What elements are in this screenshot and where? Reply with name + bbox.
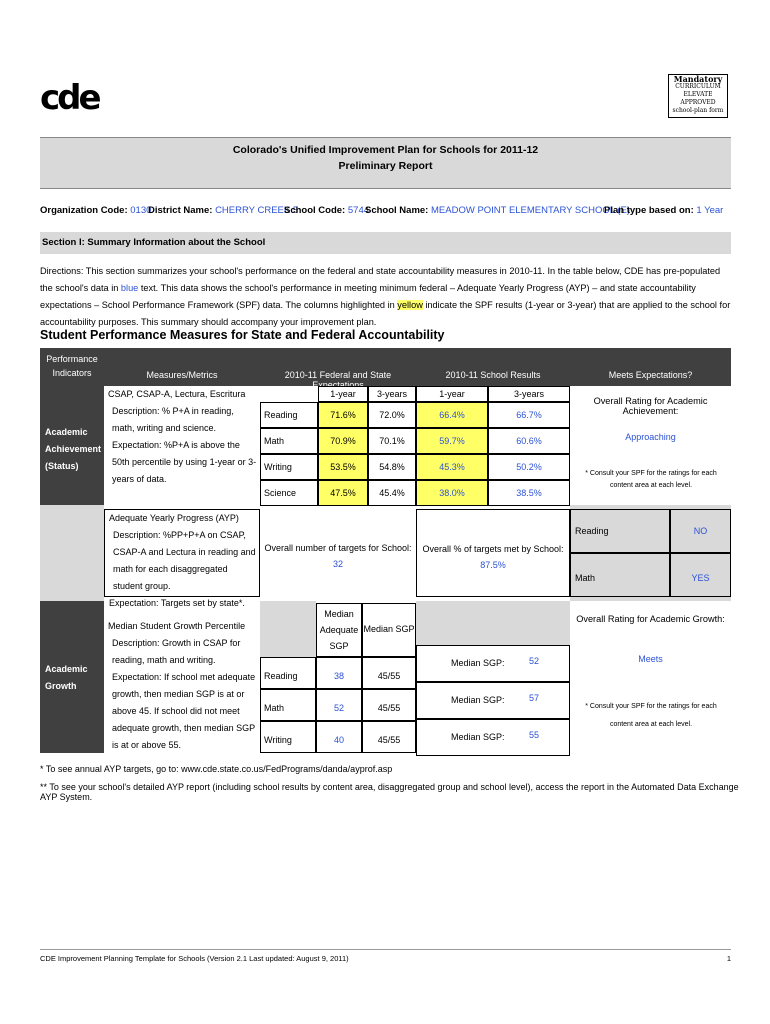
- stamp-line2: CURRICULUM: [675, 83, 721, 90]
- growth-median-math: 45/55: [362, 689, 416, 721]
- directions-part3: indicate the SPF results (1-year or 3-year) that are applied to the school for accountability purposes. This summary should accompany your improvement plan.: [40, 300, 731, 327]
- growth-label: Academic Growth: [40, 601, 104, 753]
- directions-blue-word: blue: [120, 283, 139, 293]
- achievement-label: Academic Achievement (Status): [40, 386, 104, 505]
- header-meets: Meets Expectations?: [570, 348, 731, 386]
- growth-result-math: [416, 682, 570, 719]
- plan-type: [604, 205, 723, 216]
- achievement-m1: CSAP, CSAP-A, Lectura, Escritura: [108, 389, 246, 399]
- achievement-overall-rating: Approaching: [625, 432, 676, 442]
- achievement-fed-3yr-reading: 72.0%: [368, 402, 416, 428]
- achievement-res-3yr-math: 60.6%: [488, 428, 570, 454]
- stamp-line3: ELEVATE APPROVED: [680, 91, 716, 106]
- achievement-subject-math: Math: [260, 428, 318, 454]
- plan-type-value: 1 Year: [696, 205, 724, 216]
- growth-result-value: 57: [529, 693, 540, 703]
- achievement-fed-3yr-writing: 54.8%: [368, 454, 416, 480]
- ayp-targets: [262, 540, 414, 572]
- res-1yr-header: 1-year: [416, 386, 488, 402]
- growth-median-reading: 45/55: [362, 657, 416, 689]
- achievement-subject-writing: Writing: [260, 454, 318, 480]
- ayp-measures: [104, 509, 260, 608]
- fed-1yr-header: 1-year: [318, 386, 368, 402]
- ayp-math-label: Math: [570, 553, 670, 597]
- district-label: District Name:: [148, 205, 213, 216]
- ayp-math-value: YES: [670, 553, 731, 597]
- ayp-percent: [416, 509, 570, 597]
- achievement-fed-3yr-math: 70.1%: [368, 428, 416, 454]
- school-name-label: School Name:: [365, 205, 429, 216]
- ayp-percent-label: Overall % of targets met by School:: [422, 544, 564, 554]
- achievement-fed-1yr-science: 47.5%: [318, 480, 368, 506]
- achievement-fed-3yr-science: 45.4%: [368, 480, 416, 506]
- growth-median-writing: 45/55: [362, 721, 416, 753]
- section-heading: Section I: Summary Information about the School: [40, 232, 731, 254]
- school-code-label: School Code:: [284, 205, 346, 216]
- achievement-res-3yr-reading: 66.7%: [488, 402, 570, 428]
- achievement-res-1yr-science: 38.0%: [416, 480, 488, 506]
- achievement-res-1yr-writing: 45.3%: [416, 454, 488, 480]
- ayp-reading-label: Reading: [570, 509, 670, 553]
- directions-part1: Directions: This section summarizes your school's performance on the federal and state accountability measures in 2010-11. In the table below, CDE has pre-populated the school's data in: [40, 266, 721, 293]
- district-value: CHERRY CREEK 5: [215, 205, 299, 216]
- growth-overall-rating: Meets: [638, 654, 663, 664]
- ayp-m1: Adequate Yearly Progress (AYP): [109, 513, 239, 523]
- school-name-value: MEADOW POINT ELEMENTARY SCHOOL (E): [431, 205, 631, 216]
- directions-text: [40, 263, 734, 331]
- growth-m3: Expectation: If school met adequate growth, then median SGP is at or above 45. If school did not meet adequate growth, then median SGP is at or above 55.: [112, 672, 256, 750]
- plan-type-label: Plan type based on:: [604, 205, 694, 216]
- header-indicators: Performance Indicators: [40, 348, 104, 386]
- achievement-overall-label: Overall Rating for Academic Achievement:: [593, 396, 708, 416]
- title-line1: Colorado's Unified Improvement Plan for Schools for 2011-12: [232, 144, 539, 156]
- header-federal: 2010-11 Federal and State Expectations: [260, 348, 416, 386]
- achievement-subject-reading: Reading: [260, 402, 318, 428]
- achievement-spf-note: * Consult your SPF for the ratings for each content area at each level.: [585, 470, 717, 489]
- header-results: 2010-11 School Results: [416, 348, 570, 386]
- growth-adequate-reading: 38: [316, 657, 362, 689]
- org-code: [40, 205, 151, 216]
- growth-spf-note: * Consult your SPF for the ratings for each content area at each level.: [585, 703, 717, 728]
- growth-result-reading: [416, 645, 570, 682]
- achievement-measures: [108, 386, 258, 488]
- growth-result-value: 55: [529, 730, 540, 740]
- footer-text: CDE Improvement Planning Template for Schools (Version 2.1 Last updated: August 9, 2011): [40, 954, 349, 963]
- directions-part2: text. This data shows the school's performance in meeting minimum federal – Adequate Yearly Progress (AYP) – and state accountability expectations – School Performance Framework (SPF) data. The columns highlighted in: [40, 283, 696, 310]
- directions-yellow-word: yellow: [397, 300, 423, 310]
- growth-m2: Description: Growth in CSAP for reading, math and writing.: [112, 638, 241, 665]
- achievement-res-3yr-science: 38.5%: [488, 480, 570, 506]
- growth-results-blank: [416, 601, 570, 645]
- growth-result-label: Median SGP:: [451, 732, 505, 742]
- ayp-percent-value: 87.5%: [480, 560, 506, 570]
- ayp-reading-value: NO: [670, 509, 731, 553]
- ayp-m3: Expectation: Targets set by state*.: [109, 598, 245, 608]
- achievement-m3: Expectation: %P+A is above the 50th percentile by using 1-year or 3-years of data.: [112, 440, 257, 484]
- org-code-value: 0130: [130, 205, 152, 216]
- title-line2: Preliminary Report: [338, 160, 433, 172]
- ayp-targets-label: Overall number of targets for School:: [264, 543, 412, 553]
- footer: [40, 949, 731, 963]
- growth-measures: [108, 618, 260, 754]
- growth-subject-writing: Writing: [260, 721, 316, 753]
- fed-3yr-header: 3-years: [368, 386, 416, 402]
- achievement-m2: Description: % P+A in reading, math, writing and science.: [112, 406, 234, 433]
- title-bar: [40, 137, 731, 189]
- achievement-res-1yr-math: 59.7%: [416, 428, 488, 454]
- stamp-line4: school-plan form: [672, 107, 724, 114]
- page-number: 1: [726, 954, 731, 963]
- ayp-targets-value: 32: [332, 559, 343, 569]
- growth-header-blank: [260, 601, 316, 657]
- ayp-m2: Description: %PP+P+A on CSAP, CSAP-A and Lectura in reading and math for each disaggregated student group.: [113, 530, 256, 591]
- school-name: [365, 205, 630, 216]
- achievement-subject-science: Science: [260, 480, 318, 506]
- school-code: [284, 205, 369, 216]
- growth-header-adequate: Median Adequate SGP: [316, 603, 362, 657]
- org-code-label: Organization Code:: [40, 205, 128, 216]
- stamp-line1: Mandatory: [673, 74, 723, 84]
- note-ayp-targets: * To see annual AYP targets, go to: www.cde.state.co.us/FedPrograms/danda/ayprof.asp: [40, 764, 393, 774]
- table-title: Student Performance Measures for State and Federal Accountability: [40, 328, 445, 342]
- growth-result-label: Median SGP:: [451, 658, 505, 668]
- achievement-res-1yr-reading: 66.4%: [416, 402, 488, 428]
- growth-subject-reading: Reading: [260, 657, 316, 689]
- district: [148, 205, 298, 216]
- growth-adequate-writing: 40: [316, 721, 362, 753]
- achievement-fed-1yr-writing: 53.5%: [318, 454, 368, 480]
- achievement-res-3yr-writing: 50.2%: [488, 454, 570, 480]
- achievement-fed-1yr-reading: 71.6%: [318, 402, 368, 428]
- header-measures: Measures/Metrics: [104, 348, 260, 386]
- res-3yr-header: 3-years: [488, 386, 570, 402]
- growth-overall-label: Overall Rating for Academic Growth:: [576, 614, 725, 624]
- growth-result-value: 52: [529, 656, 540, 666]
- note-ayp-report: ** To see your school's detailed AYP report (including school results by content area, disaggregated group and school level), access the report in the Automated Data Exchange AYP System.: [40, 782, 739, 802]
- growth-subject-math: Math: [260, 689, 316, 721]
- growth-header-median: Median SGP: [362, 603, 416, 657]
- growth-m1: Median Student Growth Percentile: [108, 621, 246, 631]
- growth-result-writing: [416, 719, 570, 756]
- ayp-indicator-blank: [40, 505, 104, 601]
- growth-adequate-math: 52: [316, 689, 362, 721]
- school-code-value: 5744: [347, 205, 370, 216]
- growth-result-label: Median SGP:: [451, 695, 505, 705]
- achievement-fed-1yr-math: 70.9%: [318, 428, 368, 454]
- mandatory-stamp: [668, 74, 728, 118]
- cde-logo: cde: [40, 78, 99, 118]
